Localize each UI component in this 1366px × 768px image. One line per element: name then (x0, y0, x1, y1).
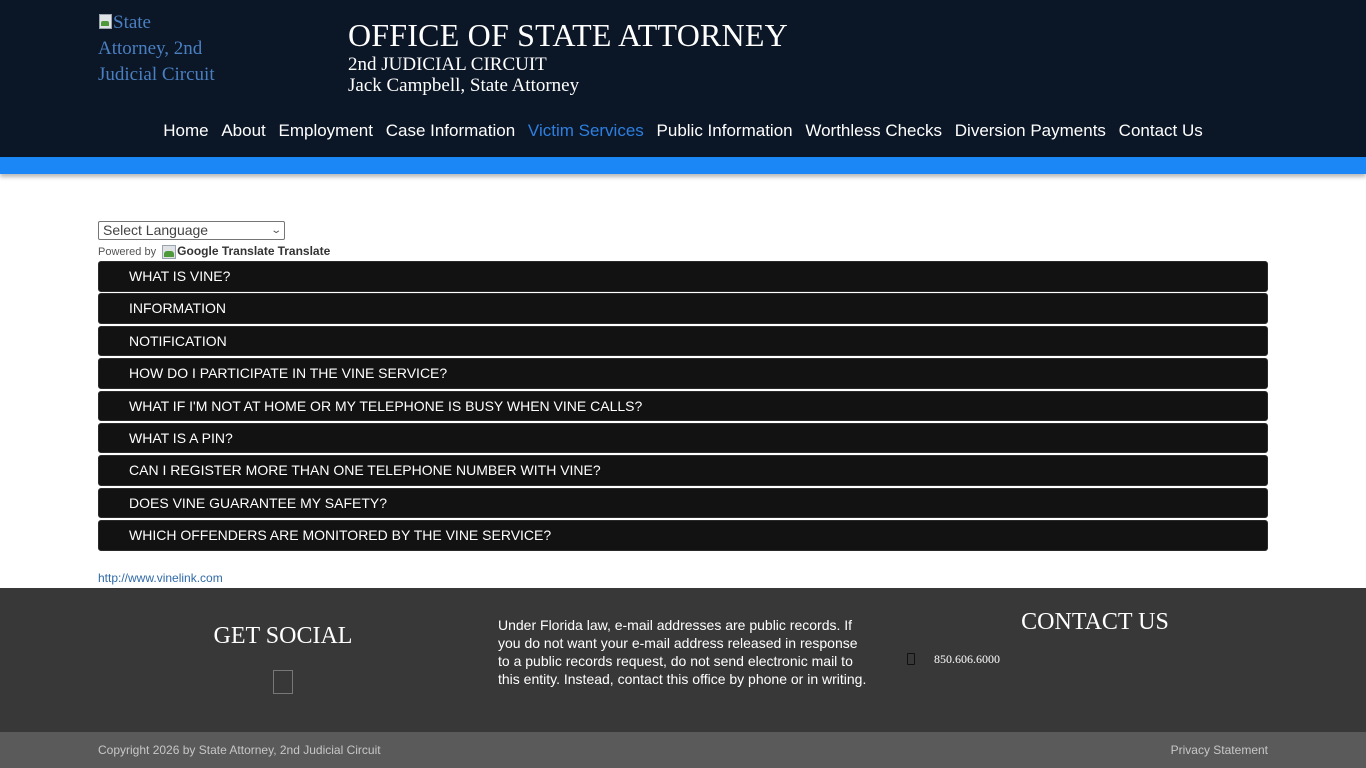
accordion-item-notification[interactable]: NOTIFICATION (98, 326, 1268, 357)
nav-victim-services[interactable]: Victim Services (527, 121, 644, 140)
copyright-text: Copyright 2026 by State Attorney, 2nd Judicial Circuit (98, 743, 381, 757)
site-title-block (348, 16, 788, 96)
nav-public-information[interactable]: Public Information (656, 121, 793, 140)
vinelink-link[interactable]: http://www.vinelink.com (98, 571, 223, 585)
main-nav (0, 117, 1366, 145)
nav-contact-us[interactable]: Contact Us (1118, 121, 1203, 140)
accordion-item-which-offenders[interactable]: WHICH OFFENDERS ARE MONITORED BY THE VINE SERVICE? (98, 520, 1268, 551)
site-footer (0, 588, 1366, 732)
language-select-value: Select Language (103, 222, 209, 238)
logo-link[interactable] (98, 10, 248, 88)
vine-faq-accordion (98, 261, 1268, 553)
accordion-item-information[interactable]: INFORMATION (98, 293, 1268, 324)
nav-employment[interactable]: Employment (278, 121, 373, 140)
accent-bar (0, 157, 1366, 174)
logo-alt-line-2: Attorney, 2nd (98, 38, 203, 59)
logo-alt-line-1: State (113, 12, 151, 33)
accordion-item-guarantee-safety[interactable]: DOES VINE GUARANTEE MY SAFETY? (98, 488, 1268, 519)
phone-icon (907, 653, 915, 665)
accordion-item-not-home[interactable]: WHAT IF I'M NOT AT HOME OR MY TELEPHONE IS BUSY WHEN VINE CALLS? (98, 391, 1268, 422)
phone-number-link[interactable]: 850.606.6000 (934, 652, 1000, 666)
language-select[interactable] (98, 221, 285, 240)
nav-home[interactable]: Home (163, 121, 209, 140)
copyright-bar (0, 732, 1366, 768)
powered-by-label: Powered by (98, 246, 157, 258)
google-translate-alt: Google Translate (177, 244, 275, 258)
nav-diversion-payments[interactable]: Diversion Payments (954, 121, 1106, 140)
contact-us-heading: CONTACT US (1021, 609, 1169, 635)
broken-image-icon (98, 13, 112, 29)
google-translate-attribution (98, 243, 330, 260)
get-social-heading: GET SOCIAL (213, 623, 353, 649)
site-subtitle-circuit: 2nd JUDICIAL CIRCUIT (348, 54, 547, 75)
translate-link[interactable]: Translate (277, 244, 331, 258)
accordion-item-register-multiple[interactable]: CAN I REGISTER MORE THAN ONE TELEPHONE NUMBER WITH VINE? (98, 455, 1268, 486)
public-records-notice: Under Florida law, e-mail addresses are public records. If you do not want your e-mail address released in response to a public records request, do not send electronic mail to this entity. Instead, contact this office by phone or in writing. (498, 617, 867, 687)
nav-about[interactable]: About (221, 121, 266, 140)
privacy-statement-link[interactable]: Privacy Statement (1170, 743, 1268, 757)
chevron-down-icon: ⌄ (269, 225, 282, 236)
nav-worthless-checks[interactable]: Worthless Checks (805, 121, 943, 140)
site-subtitle-attorney: Jack Campbell, State Attorney (348, 75, 580, 96)
accordion-item-what-is-pin[interactable]: WHAT IS A PIN? (98, 423, 1268, 454)
logo-alt-line-3: Judicial Circuit (98, 64, 215, 85)
social-icon[interactable] (273, 670, 293, 694)
site-title: OFFICE OF STATE ATTORNEY (348, 17, 788, 53)
nav-case-information[interactable]: Case Information (385, 121, 516, 140)
accordion-item-what-is-vine[interactable]: WHAT IS VINE? (98, 261, 1268, 292)
accordion-item-how-participate[interactable]: HOW DO I PARTICIPATE IN THE VINE SERVICE? (98, 358, 1268, 389)
site-header (0, 0, 1366, 157)
broken-image-icon (161, 243, 177, 258)
